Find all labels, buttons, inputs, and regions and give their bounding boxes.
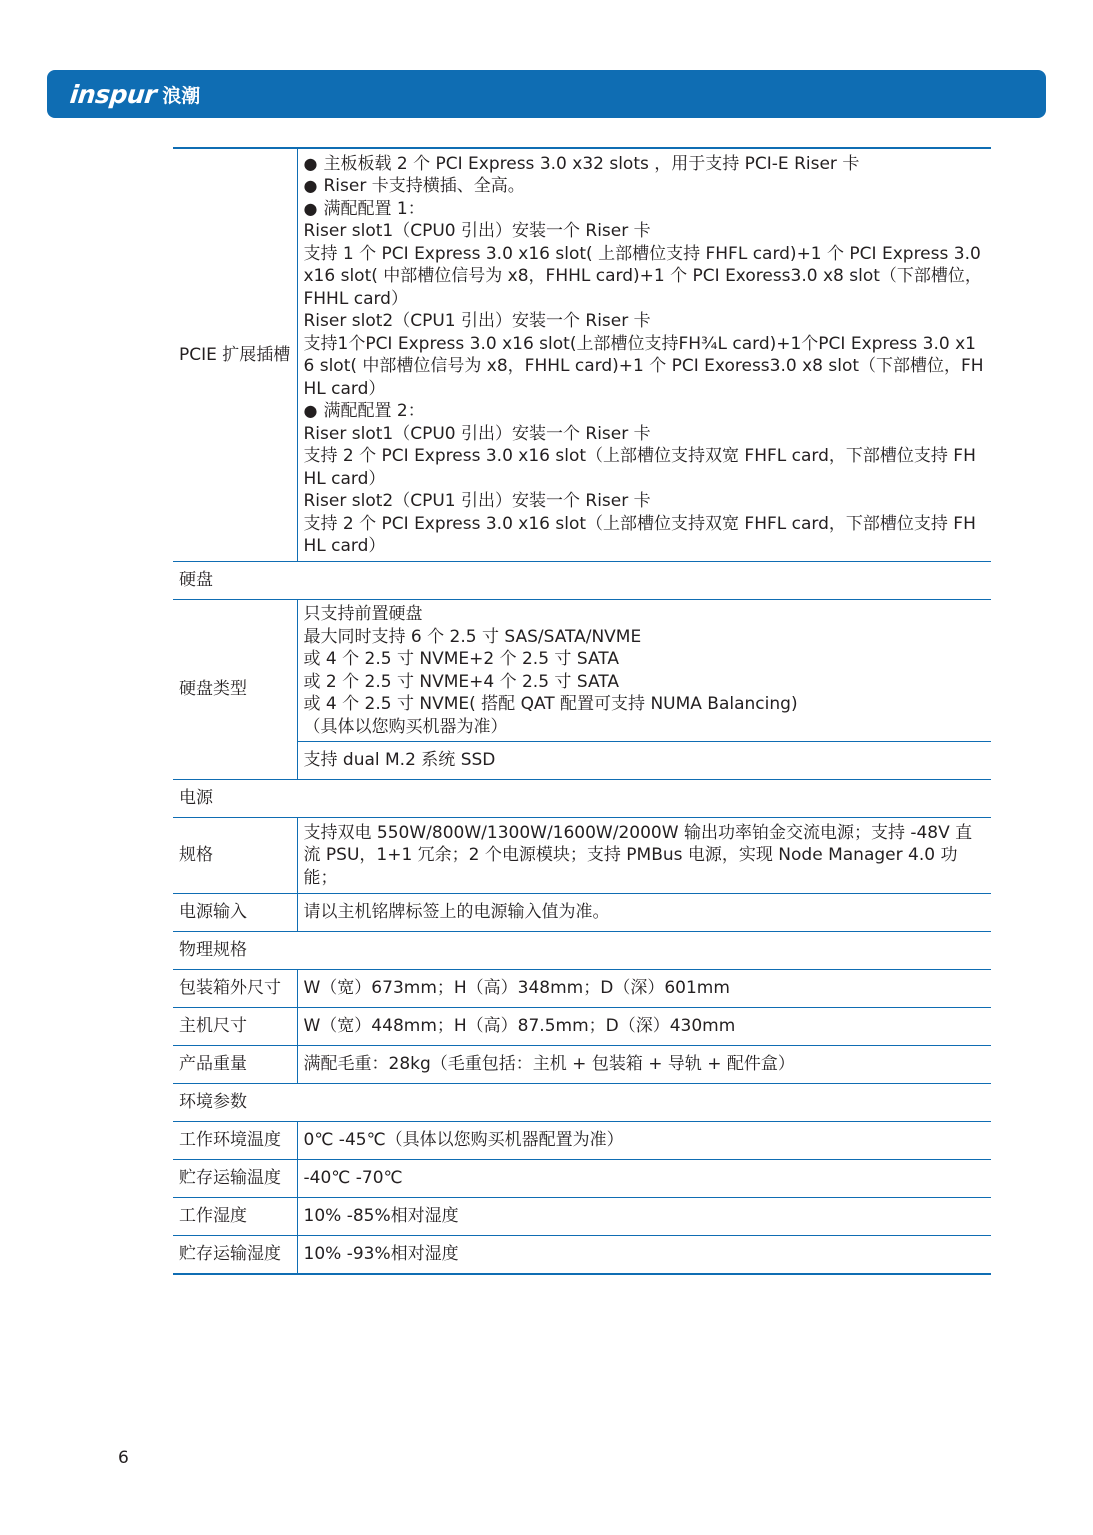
- section-row-physical: [173, 932, 991, 970]
- value-work-humidity: 10% -85%相对湿度: [297, 1198, 991, 1236]
- value-pcie: [297, 148, 991, 562]
- disk-line: 或 2 个 2.5 寸 NVME+4 个 2.5 寸 SATA: [303, 671, 619, 692]
- label-pcie: PCIE 扩展插槽: [173, 148, 297, 562]
- label-weight: 产品重量: [173, 1046, 297, 1084]
- row-disk-type: [173, 600, 991, 742]
- pcie-line: ● Riser 卡支持横插、全高。: [304, 175, 986, 198]
- logo-text-cn: 浪潮: [162, 84, 201, 107]
- value-storage-temp: -40℃ -70℃: [297, 1160, 991, 1198]
- pcie-line: ● 主板板载 2 个 PCI Express 3.0 x32 slots ，用于支持 PCI-E Riser 卡: [304, 153, 986, 176]
- pcie-line: Riser slot2（CPU1 引出）安装一个 Riser 卡: [303, 311, 651, 331]
- pcie-line: 支持 2 个 PCI Express 3.0 x16 slot（上部槽位支持双宽 FHFL card，下部槽位支持 FHHL card）: [303, 513, 976, 556]
- value-disk-type: [297, 600, 991, 742]
- value-package-size: W（宽）673mm；H（高）348mm；D（深）601mm: [297, 970, 991, 1008]
- disk-line: 或 4 个 2.5 寸 NVME+2 个 2.5 寸 SATA: [303, 649, 619, 669]
- label-disk-type: 硬盘类型: [173, 600, 297, 780]
- pcie-line: ● 满配配置 2：: [304, 400, 986, 423]
- pcie-line: 支持 2 个 PCI Express 3.0 x16 slot（上部槽位支持双宽 FHFL card，下部槽位支持 FHHL card）: [303, 446, 976, 489]
- value-power-spec: 支持双电 550W/800W/1300W/1600W/2000W 输出功率铂金交流电源；支持 -48V 直流 PSU，1+1 冗余；2 个电源模块；支持 PMBus 电源，实现 Node Manager 4.0 功能；: [297, 818, 991, 894]
- label-work-temp: 工作环境温度: [173, 1122, 297, 1160]
- section-row-power: [173, 780, 991, 818]
- label-work-humidity: 工作湿度: [173, 1198, 297, 1236]
- row-storage-humidity: [173, 1236, 991, 1275]
- section-row-env: [173, 1084, 991, 1122]
- section-row-disk: [173, 562, 991, 600]
- pcie-line: Riser slot1（CPU0 引出）安装一个 Riser 卡: [303, 423, 651, 444]
- row-storage-temp: [173, 1160, 991, 1198]
- value-weight: 满配毛重：28kg（毛重包括：主机 + 包装箱 + 导轨 + 配件盒）: [297, 1046, 991, 1084]
- value-host-size: W（宽）448mm；H（高）87.5mm；D（深）430mm: [297, 1008, 991, 1046]
- value-power-input: 请以主机铭牌标签上的电源输入值为准。: [297, 894, 991, 932]
- label-storage-temp: 贮存运输温度: [173, 1160, 297, 1198]
- value-m2: 支持 dual M.2 系统 SSD: [297, 742, 991, 780]
- pcie-line: ● 满配配置 1：: [304, 198, 986, 221]
- section-title-env: 环境参数: [173, 1084, 991, 1122]
- inspur-logo: [70, 76, 200, 112]
- row-pcie: [173, 148, 991, 562]
- row-work-temp: [173, 1122, 991, 1160]
- row-work-humidity: [173, 1198, 991, 1236]
- disk-line: 只支持前置硬盘: [303, 604, 423, 624]
- pcie-line: Riser slot1（CPU0 引出）安装一个 Riser 卡: [303, 221, 651, 241]
- disk-line: 或 4 个 2.5 寸 NVME( 搭配 QAT 配置可支持 NUMA Balancing): [303, 694, 798, 714]
- row-package-size: [173, 970, 991, 1008]
- row-power-spec: [173, 818, 991, 894]
- label-power-spec: 规格: [173, 818, 297, 894]
- row-weight: [173, 1046, 991, 1084]
- disk-line: 最大同时支持 6 个 2.5 寸 SAS/SATA/NVME: [303, 626, 642, 647]
- pcie-line: 支持1个PCI Express 3.0 x16 slot(上部槽位支持FH¾L card)+1个PCI Express 3.0 x16 slot( 中部槽位信号为 x8，FHHL card)+1 个 PCI Exoress3.0 x8 slot（下部槽位，FHHL card）: [303, 333, 984, 399]
- section-title-physical: 物理规格: [173, 932, 991, 970]
- spec-table: [173, 147, 991, 1275]
- label-host-size: 主机尺寸: [173, 1008, 297, 1046]
- page-number: 6: [118, 1448, 129, 1468]
- value-work-temp: 0℃ -45℃（具体以您购买机器配置为准）: [297, 1122, 991, 1160]
- value-storage-humidity: 10% -93%相对湿度: [297, 1236, 991, 1275]
- label-storage-humidity: 贮存运输湿度: [173, 1236, 297, 1275]
- label-power-input: 电源输入: [173, 894, 297, 932]
- section-title-power: 电源: [173, 780, 991, 818]
- row-host-size: [173, 1008, 991, 1046]
- pcie-line: Riser slot2（CPU1 引出）安装一个 Riser 卡: [303, 491, 651, 511]
- section-title-disk: 硬盘: [173, 562, 991, 600]
- label-package-size: 包装箱外尺寸: [173, 970, 297, 1008]
- disk-line: （具体以您购买机器为准）: [303, 716, 508, 737]
- row-power-input: [173, 894, 991, 932]
- logo-text-en: inspur: [68, 79, 158, 109]
- pcie-line: 支持 1 个 PCI Express 3.0 x16 slot( 上部槽位支持 FHFL card)+1 个 PCI Express 3.0 x16 slot( 中部槽位信号为 x8，FHHL card)+1 个 PCI Exoress3.0 x8 slot（下部槽位，FHHL card）: [303, 243, 982, 309]
